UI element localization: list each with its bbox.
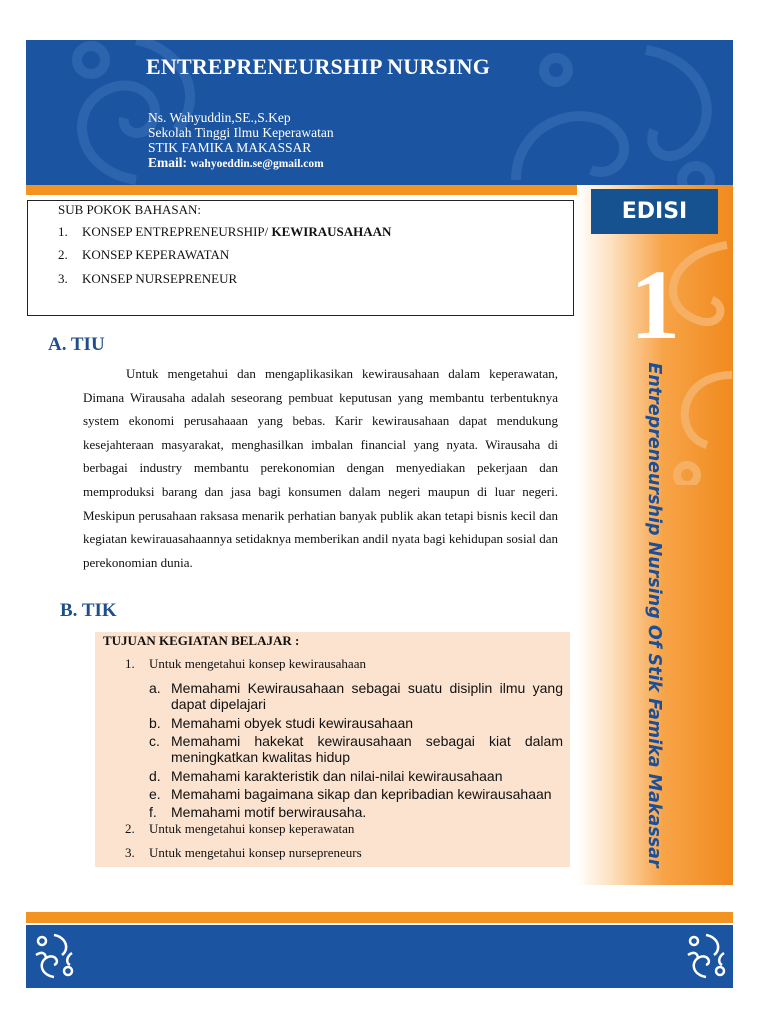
footer-orange-stripe <box>26 912 733 923</box>
section-heading-tiu: A. TIU <box>48 334 105 355</box>
list-number: 3. <box>58 271 68 286</box>
list-item <box>58 247 229 263</box>
sub-list-letter: a. <box>149 680 161 696</box>
email-line <box>148 155 334 172</box>
author-block <box>148 110 334 172</box>
list-item <box>125 845 362 861</box>
sub-list-text: Memahami Kewirausahaan sebagai suatu disiplin ilmu yang dapat dipelajari <box>171 680 563 712</box>
objectives-heading: TUJUAN KEGIATAN BELAJAR : <box>103 633 300 648</box>
school-name: Sekolah Tinggi Ilmu Keperawatan <box>148 125 334 140</box>
sub-list-item <box>149 733 563 765</box>
sub-list-text: Memahami hakekat kewirausahaan sebagai kiat dalam meningkatkan kwalitas hidup <box>171 733 563 765</box>
sub-list-text: Memahami bagaimana sikap dan kepribadian kewirausahaan <box>171 786 552 802</box>
sub-list-text: Memahami motif berwirausaha. <box>171 804 367 820</box>
sub-list-item <box>149 680 563 712</box>
author-name: Ns. Wahyuddin,SE.,S.Kep <box>148 110 291 125</box>
list-text: KONSEP KEPERAWATAN <box>82 247 230 262</box>
swirl-ornament-icon <box>496 40 733 185</box>
list-item <box>125 821 354 837</box>
sidebar-vertical-title: Entrepreneurship Nursing Of Stik Famika Makassar <box>644 362 664 868</box>
list-item <box>58 224 391 240</box>
sub-list-letter: d. <box>149 768 161 784</box>
section-heading-tik: B. TIK <box>60 600 117 621</box>
edition-number: 1 <box>630 249 680 360</box>
list-text-bold: KEWIRAUSAHAAN <box>271 224 392 239</box>
edition-sidebar <box>577 185 733 885</box>
tiu-paragraph: Untuk mengetahui dan mengaplikasikan kewirausahaan dalam keperawatan, Dimana Wirausaha adalah seseorang pembuat keputusan yang membantu terbentuknya system ekonomi perusahaaan yang bebas. Karir kewirausahaan dapat mendukung kesejahteraan masyarakat, menghasilkan imbalan financial yang nyata. Wirausaha di berbagai industry membantu perekonomian dengan menyediakan pekerjaan dan memproduksi barang dan jasa bagi konsumen dalam negeri maupun di luar negeri. Meskipun perusahaan raksasa menarik perhatian banyak publik akan tetapi bisnis kecil dan kegiatan kewirauasahaannya setidaknya memberikan andil nyata bagi kehidupan sosial dan perekonomian dunia. <box>83 366 558 570</box>
sub-list-letter: c. <box>149 733 160 749</box>
list-number: 3. <box>125 845 135 860</box>
footer-banner <box>26 925 733 988</box>
email-label: Email: <box>148 155 187 170</box>
sub-list-text: Memahami obyek studi kewirausahaan <box>171 715 414 731</box>
org-name: STIK FAMIKA MAKASSAR <box>148 140 312 155</box>
sub-list-letter: f. <box>149 804 157 820</box>
learning-objectives-box <box>95 632 570 867</box>
swirl-ornament-icon <box>32 931 76 981</box>
sub-topics-heading: SUB POKOK BAHASAN: <box>58 202 202 217</box>
sub-topics-box <box>27 200 574 316</box>
list-item <box>58 271 237 287</box>
sub-list-item <box>149 715 563 731</box>
swirl-ornament-icon <box>684 931 728 981</box>
list-text: KONSEP ENTREPRENEURSHIP/ <box>82 224 272 239</box>
sub-list-item <box>149 804 563 820</box>
list-number: 2. <box>58 247 68 262</box>
email-address[interactable]: wahyoeddin.se@gmail.com <box>190 158 324 170</box>
list-text: Untuk mengetahui konsep nursepreneurs <box>149 845 362 860</box>
list-text: KONSEP NURSEPRENEUR <box>82 271 238 286</box>
sub-list-text: Memahami karakteristik dan nilai-nilai kewirausahaan <box>171 768 503 784</box>
sub-list-letter: e. <box>149 786 161 802</box>
sub-list-item <box>149 786 563 802</box>
list-item <box>125 656 366 672</box>
list-number: 1. <box>125 656 135 671</box>
header-banner <box>26 40 733 185</box>
sub-list-letter: b. <box>149 715 161 731</box>
list-text: Untuk mengetahui konsep kewirausahaan <box>149 656 366 671</box>
list-text: Untuk mengetahui konsep keperawatan <box>149 821 355 836</box>
edition-label: EDISI <box>591 189 718 234</box>
document-title: ENTREPRENEURSHIP NURSING <box>146 54 491 79</box>
list-number: 2. <box>125 821 135 836</box>
sub-list-item <box>149 768 563 784</box>
list-number: 1. <box>58 224 68 239</box>
